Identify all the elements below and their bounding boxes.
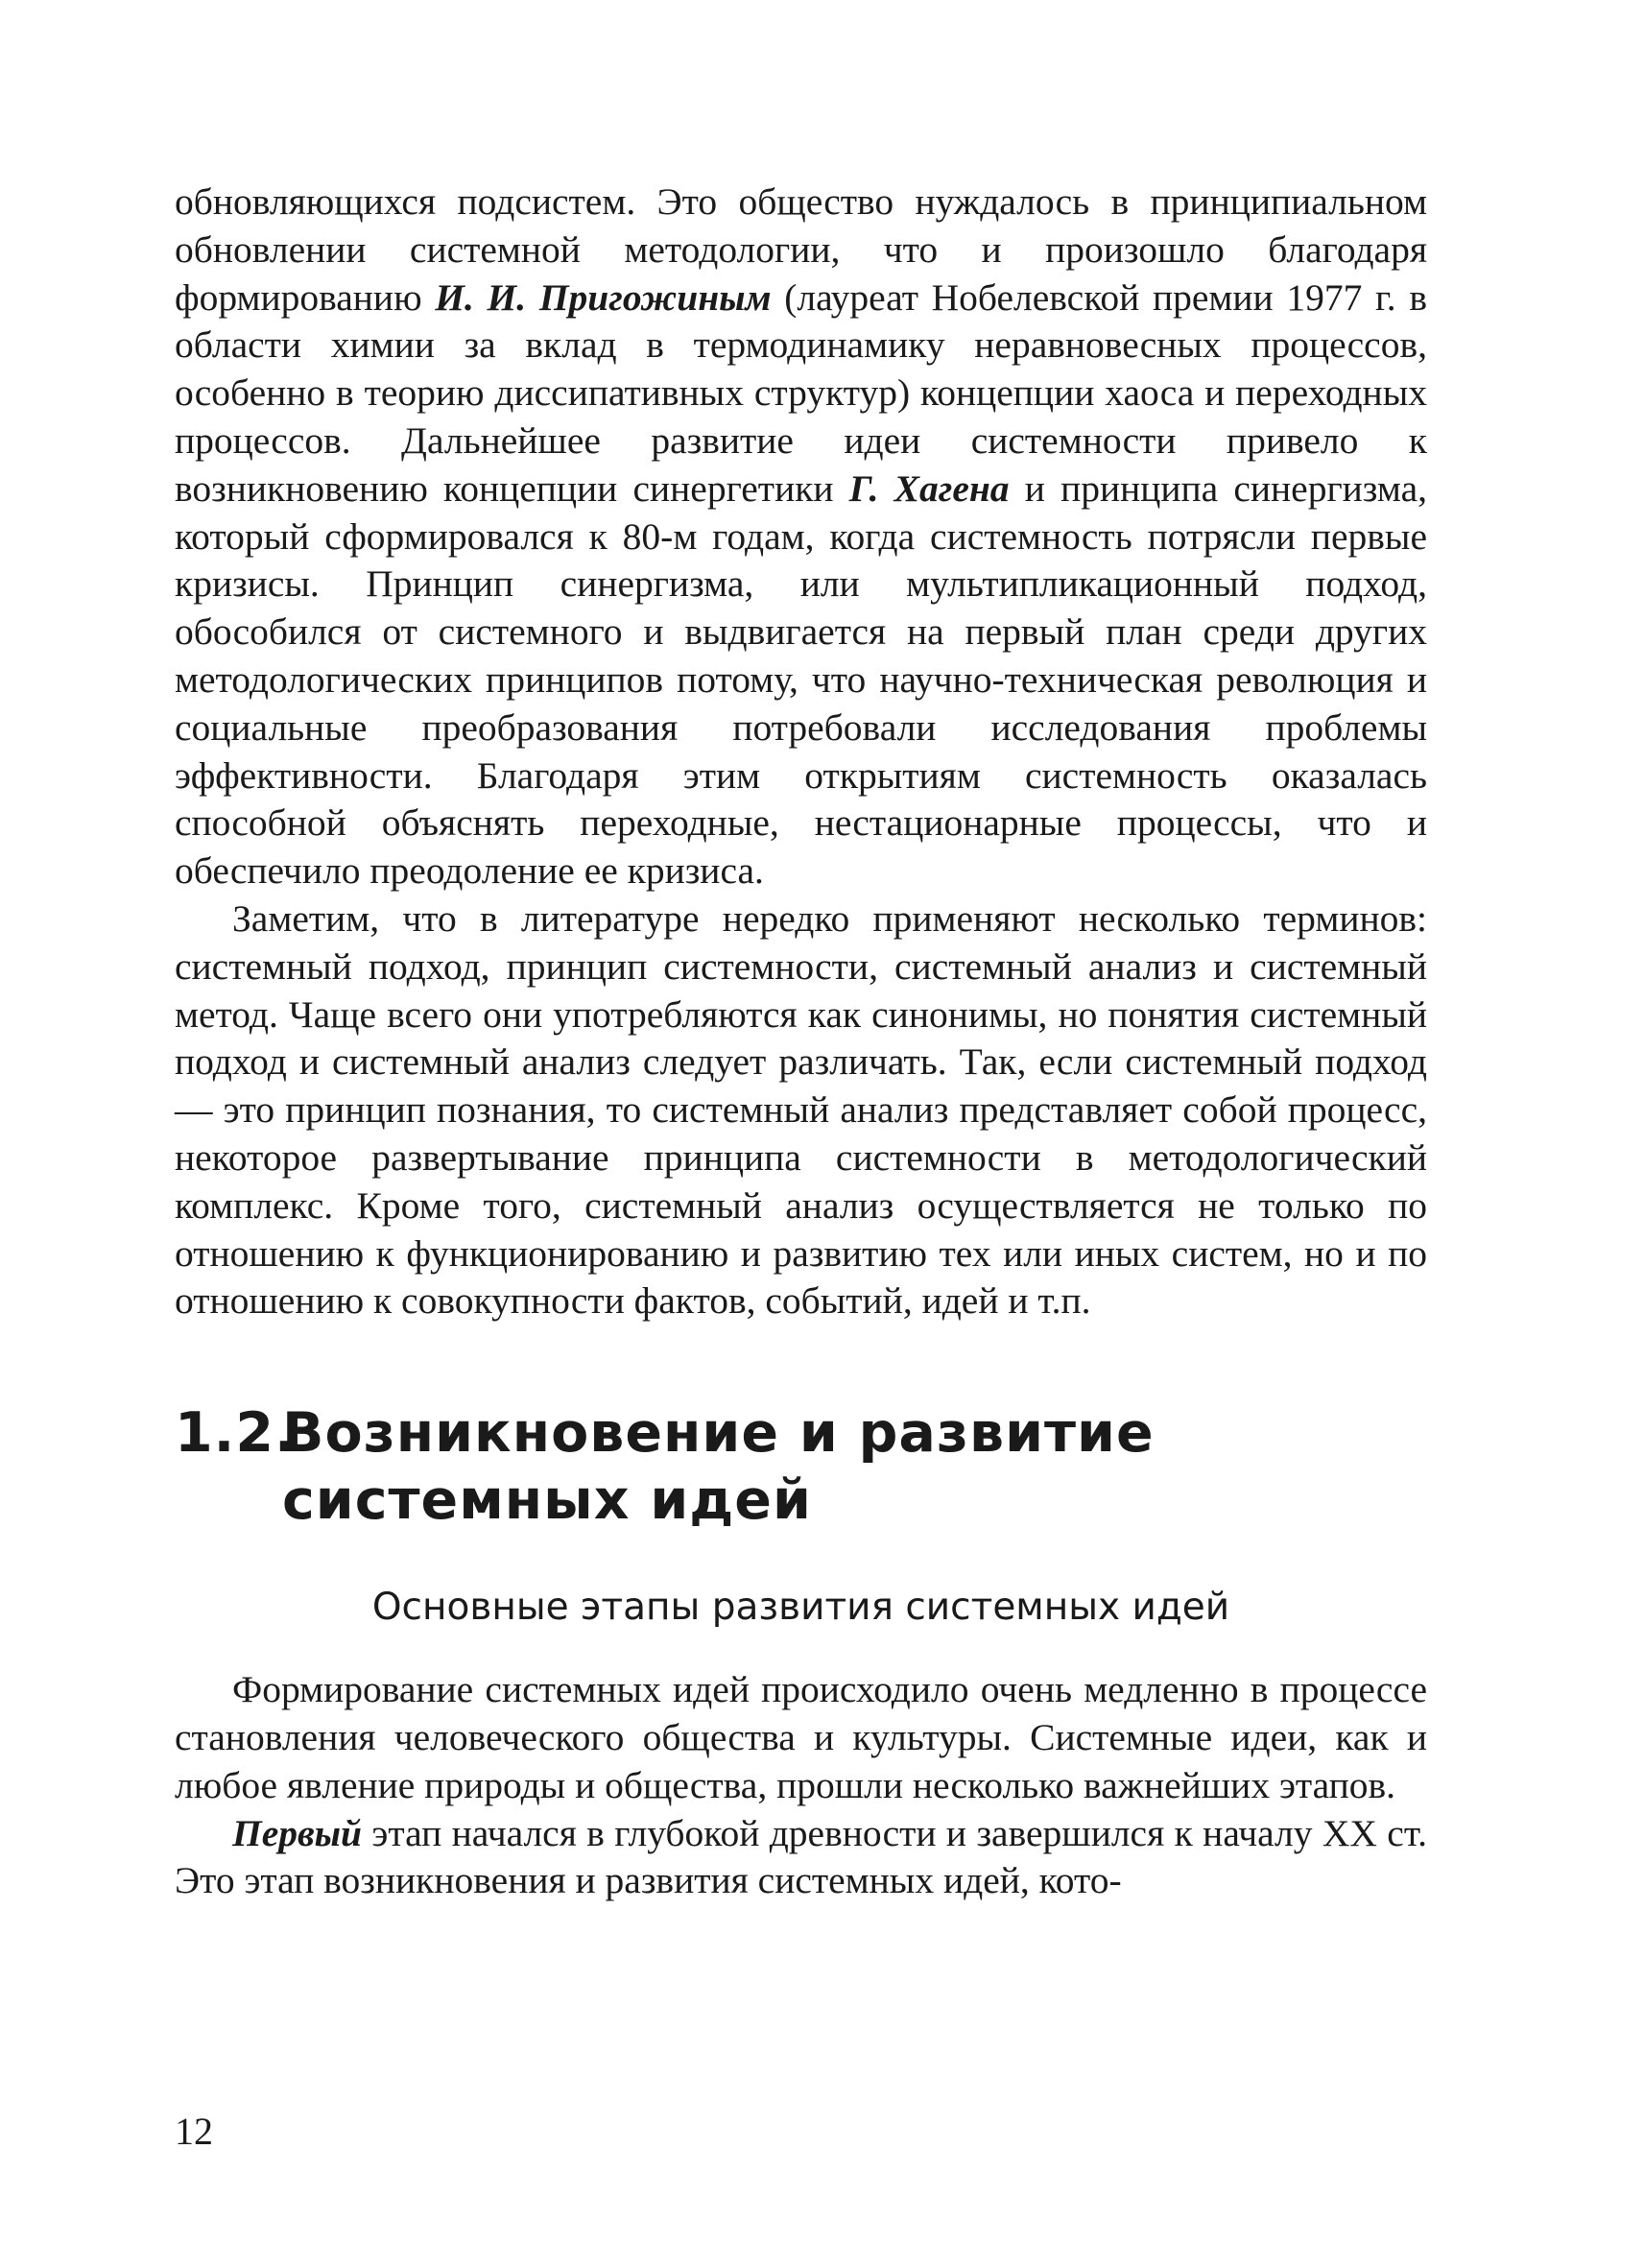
paragraph-formation: Формирование системных идей происходило очень медленно в процессе становления человеческого общества и культуры. Системные идеи, как и любое явление природы и общества, прошли несколько важнейших этапов.	[175, 1668, 1427, 1806]
section-heading	[175, 1399, 1427, 1534]
first-stage-text: этап начался в глубокой древности и завершился к началу XX ст. Это этап возникновения и развития системных идей, кото-	[175, 1811, 1427, 1902]
section-title-line-1: Возникновение и развитие	[282, 1401, 1155, 1466]
first-stage-lead: Первый	[232, 1811, 363, 1854]
paragraph-first-stage	[175, 1810, 1427, 1906]
page-body	[175, 179, 1427, 1905]
paragraph-terms: Заметим, что в литературе нередко применяют несколько терминов: системный подход, принцип системности, системный анализ и системный метод. Чаще всего они употребляются как синонимы, но понятия системный подход и системный анализ следует различать. Так, если системный подход — это принцип познания, то системный анализ представляет собой процесс, некоторое развертывание принципа системности в методологический комплекс. Кроме того, системный анализ осуществляется не только по отношению к функционированию и развитию тех или иных систем, но и по отношению к совокупности фактов, событий, идей и т.п.	[175, 896, 1427, 1323]
paragraph-1-part-2: (лауреат Нобелевской премии 1977 г. в области химии за вклад в термодинамику неравновесных процессов, особенно в теорию диссипативных структур) концепции хаоса и переходных процессов. Дальнейшее развитие идеи системности привело к возникновению концепции синергетики	[175, 275, 1427, 510]
paragraph-1-part-3: и принципа синергизма, который сформировался к 80-м годам, когда системность потрясли первые кризисы. Принцип синергизма, или мультипликационный подход, обособился от системного и выдвигается на первый план среди других методологических принципов потому, что научно-техническая революция и социальные преобразования потребовали исследования проблемы эффективности. Благодаря этим открытиям системность оказалась способной объяснять переходные, нестационарные процессы, что и обеспечило преодоление ее кризиса.	[175, 466, 1427, 893]
author-name-haken: Г. Хагена	[848, 466, 1010, 510]
section-title	[282, 1399, 1427, 1534]
paragraph-prigogine-haken	[175, 179, 1427, 895]
section-title-line-2: системных идей	[282, 1468, 812, 1533]
author-name-prigogine: И. И. Пригожиным	[435, 275, 772, 319]
subsection-title: Основные этапы развития системных идей	[371, 1586, 1230, 1630]
page-number: 12	[175, 2110, 213, 2153]
paragraph-1-part-1: обновляющихся подсистем. Это общество нуждалось в принципиальном обновлении системной методологии, что и произошло благодаря формированию	[175, 180, 1427, 319]
section-number: 1.2.	[175, 1401, 297, 1466]
